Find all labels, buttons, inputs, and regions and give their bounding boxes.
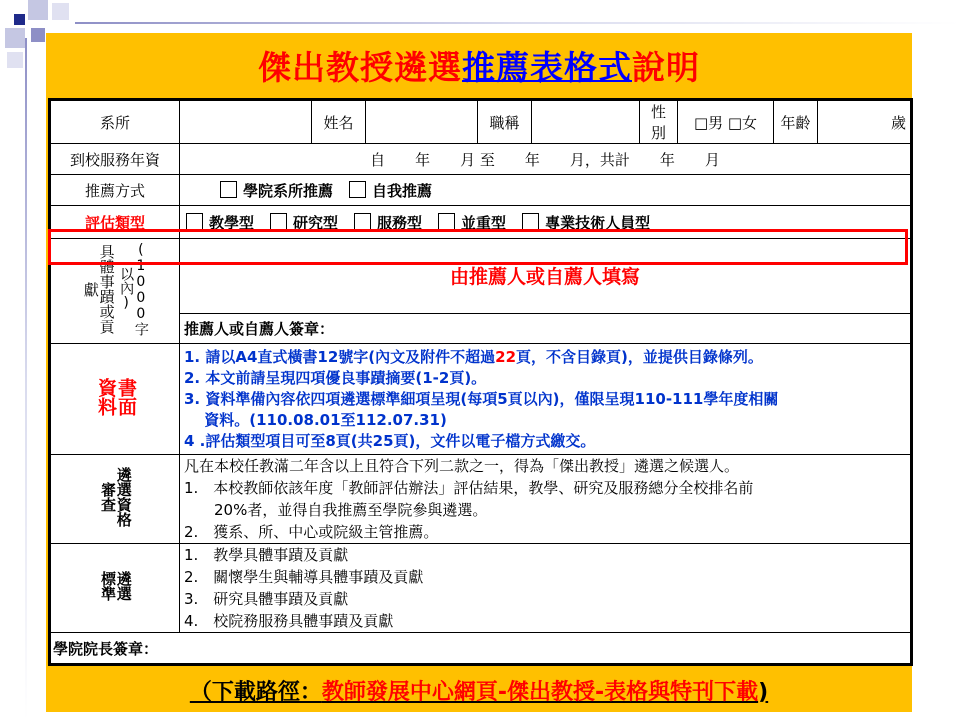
documents-instructions [180,344,912,455]
documents-label-text: 書面資料 [95,378,137,416]
checkbox[interactable] [354,213,371,230]
recommend-method-label: 推薦方式 [50,175,180,206]
gender-label: 性別 [640,100,678,144]
table-row [50,344,912,455]
table-row [50,144,912,175]
table-row [50,239,912,314]
instruction-line: 資料。(110.08.01至112.07.31) [184,410,447,429]
checkbox[interactable] [438,213,455,230]
criteria-content [180,544,912,633]
eligibility-line: 1. 本校教師依該年度「教師評估辦法」評估結果，教學、研究及服務總分全校排名前 [184,479,754,497]
decor-square [28,0,48,20]
recommender-signature[interactable]: 推薦人或自薦人簽章： [180,313,912,343]
recommend-method-options [180,175,912,206]
checkbox[interactable] [220,181,237,198]
recommendation-form-table [48,98,913,666]
criteria-label [50,544,180,633]
decor-square [14,14,25,25]
page-title [46,43,912,93]
criteria-line: 1. 教學具體事蹟及貢獻 [184,546,349,564]
criteria-line: 4. 校院務服務具體事蹟及貢獻 [184,612,394,630]
table-row [50,175,912,206]
decor-square [31,28,45,42]
option-label: 學院系所推薦 [243,181,334,200]
checkbox[interactable] [270,213,287,230]
eligibility-content [180,455,912,544]
name-field[interactable] [366,100,478,144]
decor-line [25,38,27,720]
table-row [50,455,912,544]
service-years-label: 到校服務年資 [50,144,180,175]
criteria-line: 3. 研究具體事蹟及貢獻 [184,590,349,608]
evaluation-type-options [180,206,912,239]
option-label: 專業技術人員型 [545,213,651,232]
eligibility-label-text: 遴選資格審查 [99,467,133,527]
gender-options[interactable]: □男 □女 [678,100,774,144]
eligibility-line: 20%者，並得自我推薦至學院參與遴選。 [184,501,488,519]
service-years-field[interactable]: 自 年 月 至 年 月，共計 年 月 [180,144,912,175]
option-label: 服務型 [377,213,423,232]
table-row [50,544,912,633]
achievements-note: (1000字以內) [118,242,149,336]
instruction-line: 2. 本文前請呈現四項優良事蹟摘要(1-2頁)。 [184,368,487,387]
title-part2: 推薦表格式 [462,48,632,87]
table-row [50,206,912,239]
instruction-line: 3. 資料準備內容依四項遴選標準細項呈現(每項5頁以內)，僅限呈現110-111學年度相關 [184,389,779,408]
option-label: 自我推薦 [372,181,433,200]
title-part3: 說明 [632,48,700,87]
download-path [46,674,912,712]
instruction-line: 1. 請以A4直式橫書12號字(內文及附件不超過22頁，不含目錄頁)，並提供目錄條列。 [184,347,763,366]
checkbox[interactable] [349,181,366,198]
option-label: 教學型 [209,213,255,232]
decor-square [7,52,23,68]
eligibility-line: 2. 獲系、所、中心或院級主管推薦。 [184,523,439,541]
name-label: 姓名 [312,100,366,144]
position-label: 職稱 [478,100,532,144]
table-row [50,633,912,665]
instruction-line: 4 .評估類型項目可至8頁(共25頁)，文件以電子檔方式繳交。 [184,431,596,450]
option-label: 並重型 [461,213,507,232]
eligibility-label [50,455,180,544]
age-label: 年齡 [774,100,818,144]
title-part1: 傑出教授遴選 [258,48,462,87]
documents-label [50,344,180,455]
eligibility-line: 凡在本校任教滿二年含以上且符合下列二款之一，得為「傑出教授」遴選之候選人。 [184,457,740,475]
option-label: 研究型 [293,213,339,232]
table-row [50,100,912,144]
decor-square [5,28,25,48]
dept-label: 系所 [50,100,180,144]
decor-line [75,22,960,24]
download-path-link[interactable]: 教師發展中心網頁-傑出教授-表格與特刊下載 [321,680,759,705]
download-path-close: ) [758,680,769,705]
table-row [50,313,912,343]
evaluation-type-label: 評估類型 [50,206,180,239]
criteria-label-text: 遴選標準 [99,571,133,601]
age-unit[interactable]: 歲 [818,100,912,144]
decor-square [52,3,69,20]
criteria-line: 2. 關懷學生與輔導具體事蹟及貢獻 [184,568,424,586]
achievements-main: 具體事蹟或貢獻 [81,244,116,334]
position-field[interactable] [532,100,640,144]
download-path-label: （下載路徑： [189,680,322,705]
checkbox[interactable] [522,213,539,230]
dean-signature[interactable]: 學院院長簽章： [50,633,912,665]
achievements-fill-note[interactable]: 由推薦人或自薦人填寫 [180,239,912,314]
content-frame [46,33,912,712]
achievements-label [50,239,180,344]
dept-field[interactable] [180,100,312,144]
checkbox[interactable] [186,213,203,230]
